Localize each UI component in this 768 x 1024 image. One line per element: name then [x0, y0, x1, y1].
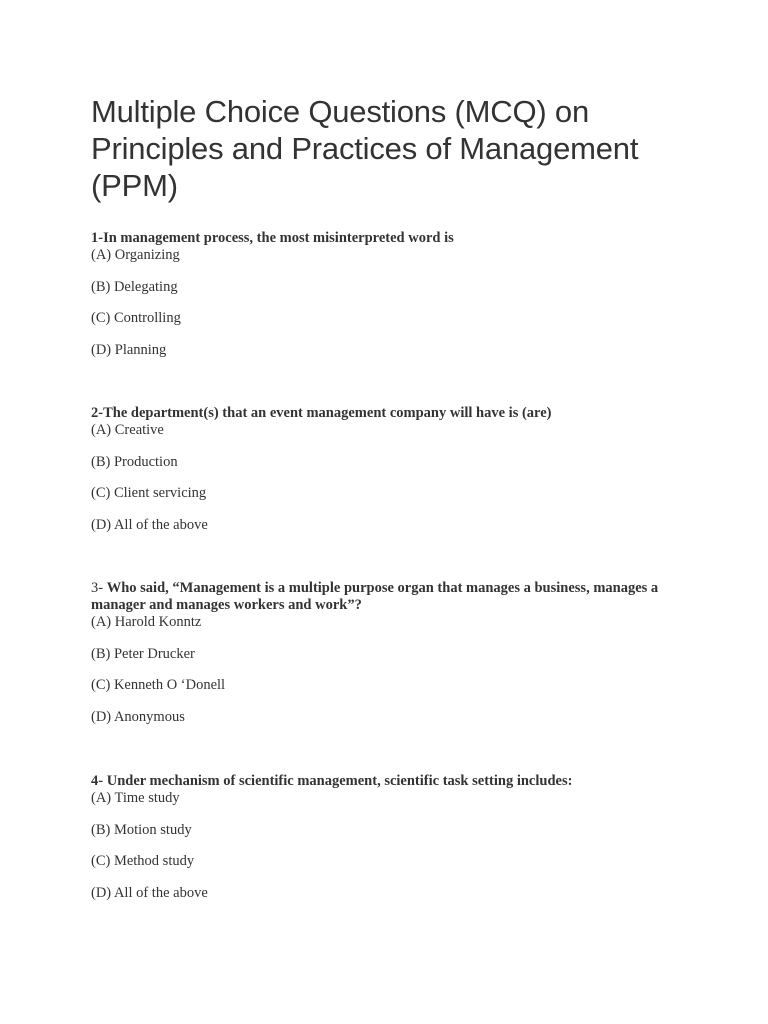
question-1-text [91, 230, 454, 247]
title-line-2: Principles and Practices of Management [91, 131, 639, 166]
question-1-option-a: (A) Organizing [91, 247, 180, 263]
question-1-prompt: In management process, the most misinterpreted word is [103, 230, 454, 246]
question-2-option-c: (C) Client servicing [91, 485, 207, 501]
document-page [91, 93, 671, 901]
question-4-option-b: (B) Motion study [91, 821, 192, 838]
question-4-text [91, 773, 572, 790]
question-3-text [91, 580, 671, 614]
question-1-option-d: (D) Planning [91, 341, 167, 358]
question-1 [91, 230, 454, 359]
question-2-prompt: The department(s) that an event management company will have is (are) [103, 405, 552, 421]
question-2-option-b: (B) Production [91, 453, 178, 470]
question-4-option-a: (A) Time study [91, 790, 180, 806]
question-2-text [91, 405, 551, 422]
question-1-option-c: (C) Controlling [91, 310, 181, 326]
question-3-option-a: (A) Harold Konntz [91, 614, 202, 630]
question-2-option-a: (A) Creative [91, 422, 164, 438]
title-line-3: (PPM) [91, 168, 178, 203]
question-1-option-b: (B) Delegating [91, 278, 178, 295]
question-2-option-d: (D) All of the above [91, 516, 208, 533]
question-3-option-d: (D) Anonymous [91, 708, 185, 725]
question-4-prompt: Under mechanism of scientific management, scientific task setting includes: [106, 773, 573, 789]
title-line-1: Multiple Choice Questions (MCQ) on [91, 94, 589, 129]
question-4-number: 4- [91, 773, 107, 789]
question-3-option-b: (B) Peter Drucker [91, 645, 195, 662]
question-1-number: 1- [91, 230, 104, 246]
question-3 [91, 580, 671, 726]
question-2 [91, 405, 551, 534]
question-3-prompt: Who said, “Management is a multiple purpose organ that manages a business, manages a manager and manages workers and work”? [91, 580, 659, 613]
question-4-option-c: (C) Method study [91, 853, 195, 869]
document-title [91, 93, 671, 204]
question-3-number: 3- [91, 580, 107, 596]
question-4-option-d: (D) All of the above [91, 884, 208, 901]
question-4 [91, 773, 572, 902]
question-3-option-c: (C) Kenneth O ‘Donell [91, 677, 226, 693]
question-2-number: 2- [91, 405, 104, 421]
